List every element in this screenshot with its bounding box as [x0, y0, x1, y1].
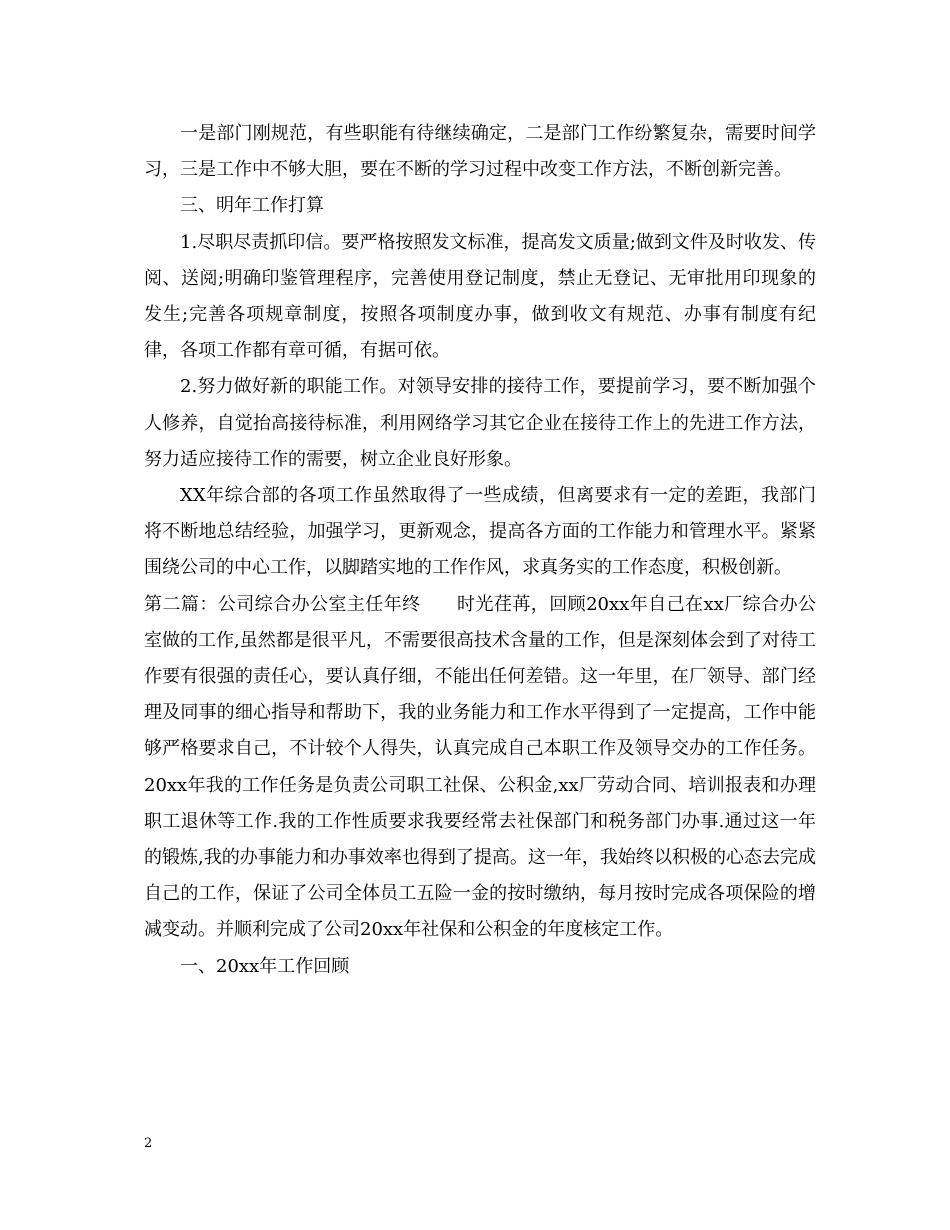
- document-body: [144, 116, 816, 985]
- page-number: 2: [144, 1136, 153, 1151]
- paragraph-conclusion: XX年综合部的各项工作虽然取得了一些成绩，但离要求有一定的差距，我部门将不断地总结经验，加强学习，更新观念，提高各方面的工作能力和管理水平。紧紧围绕公司的中心工作，以脚踏实地的工作作风，求真务实的工作态度，积极创新。: [144, 485, 816, 579]
- second-article-heading: 第二篇：公司综合办公室主任年终: [144, 593, 421, 615]
- paragraph-second-article: [144, 587, 816, 949]
- section-heading-work-review: 一、20xx年工作回顾: [180, 955, 350, 977]
- section-heading-next-year-plan: 三、明年工作打算: [180, 195, 324, 217]
- paragraph-plan-seals: 1.尽职尽责抓印信。要严格按照发文标准，提高发文质量;做到文件及时收发、传阅、送阅;明确印鉴管理程序，完善使用登记制度，禁止无登记、无审批用印现象的发生;完善各项规章制度，按照各项制度办事，做到收文有规范、办事有制度有纪律，各项工作都有章可循，有据可依。: [144, 231, 816, 362]
- paragraph-shortcomings: 一是部门刚规范，有些职能有待继续确定，二是部门工作纷繁复杂，需要时间学习，三是工作中不够大胆，要在不断的学习过程中改变工作方法，不断创新完善。: [144, 123, 816, 181]
- second-article-intro: 时光荏苒，回顾20xx年自己在xx厂综合办公室做的工作,虽然都是很平凡，不需要很高技术含量的工作，但是深刻体会到了对待工作要有很强的责任心，要认真仔细，不能出任何差错。这一年里，在厂领导、部门经理及同事的细心指导和帮助下，我的业务能力和工作水平得到了一定提高，工作中能够严格要求自己，不计较个人得失，认真完成自己本职工作及领导交办的工作任务。20xx年我的工作任务是负责公司职工社保、公积金,xx厂劳动合同、培训报表和办理职工退休等工作.我的工作性质要求我要经常去社保部门和税务部门办事.通过这一年的锻炼,我的办事能力和办事效率也得到了提高。这一年，我始终以积极的心态去完成自己的工作，保证了公司全体员工五险一金的按时缴纳，每月按时完成各项保险的增减变动。并顺利完成了公司20xx年社保和公积金的年度核定工作。: [144, 593, 817, 941]
- paragraph-plan-reception: 2.努力做好新的职能工作。对领导安排的接待工作，要提前学习，要不断加强个人修养，自觉抬高接待标准，利用网络学习其它企业在接待工作上的先进工作方法，努力适应接待工作的需要，树立企业良好形象。: [144, 376, 816, 470]
